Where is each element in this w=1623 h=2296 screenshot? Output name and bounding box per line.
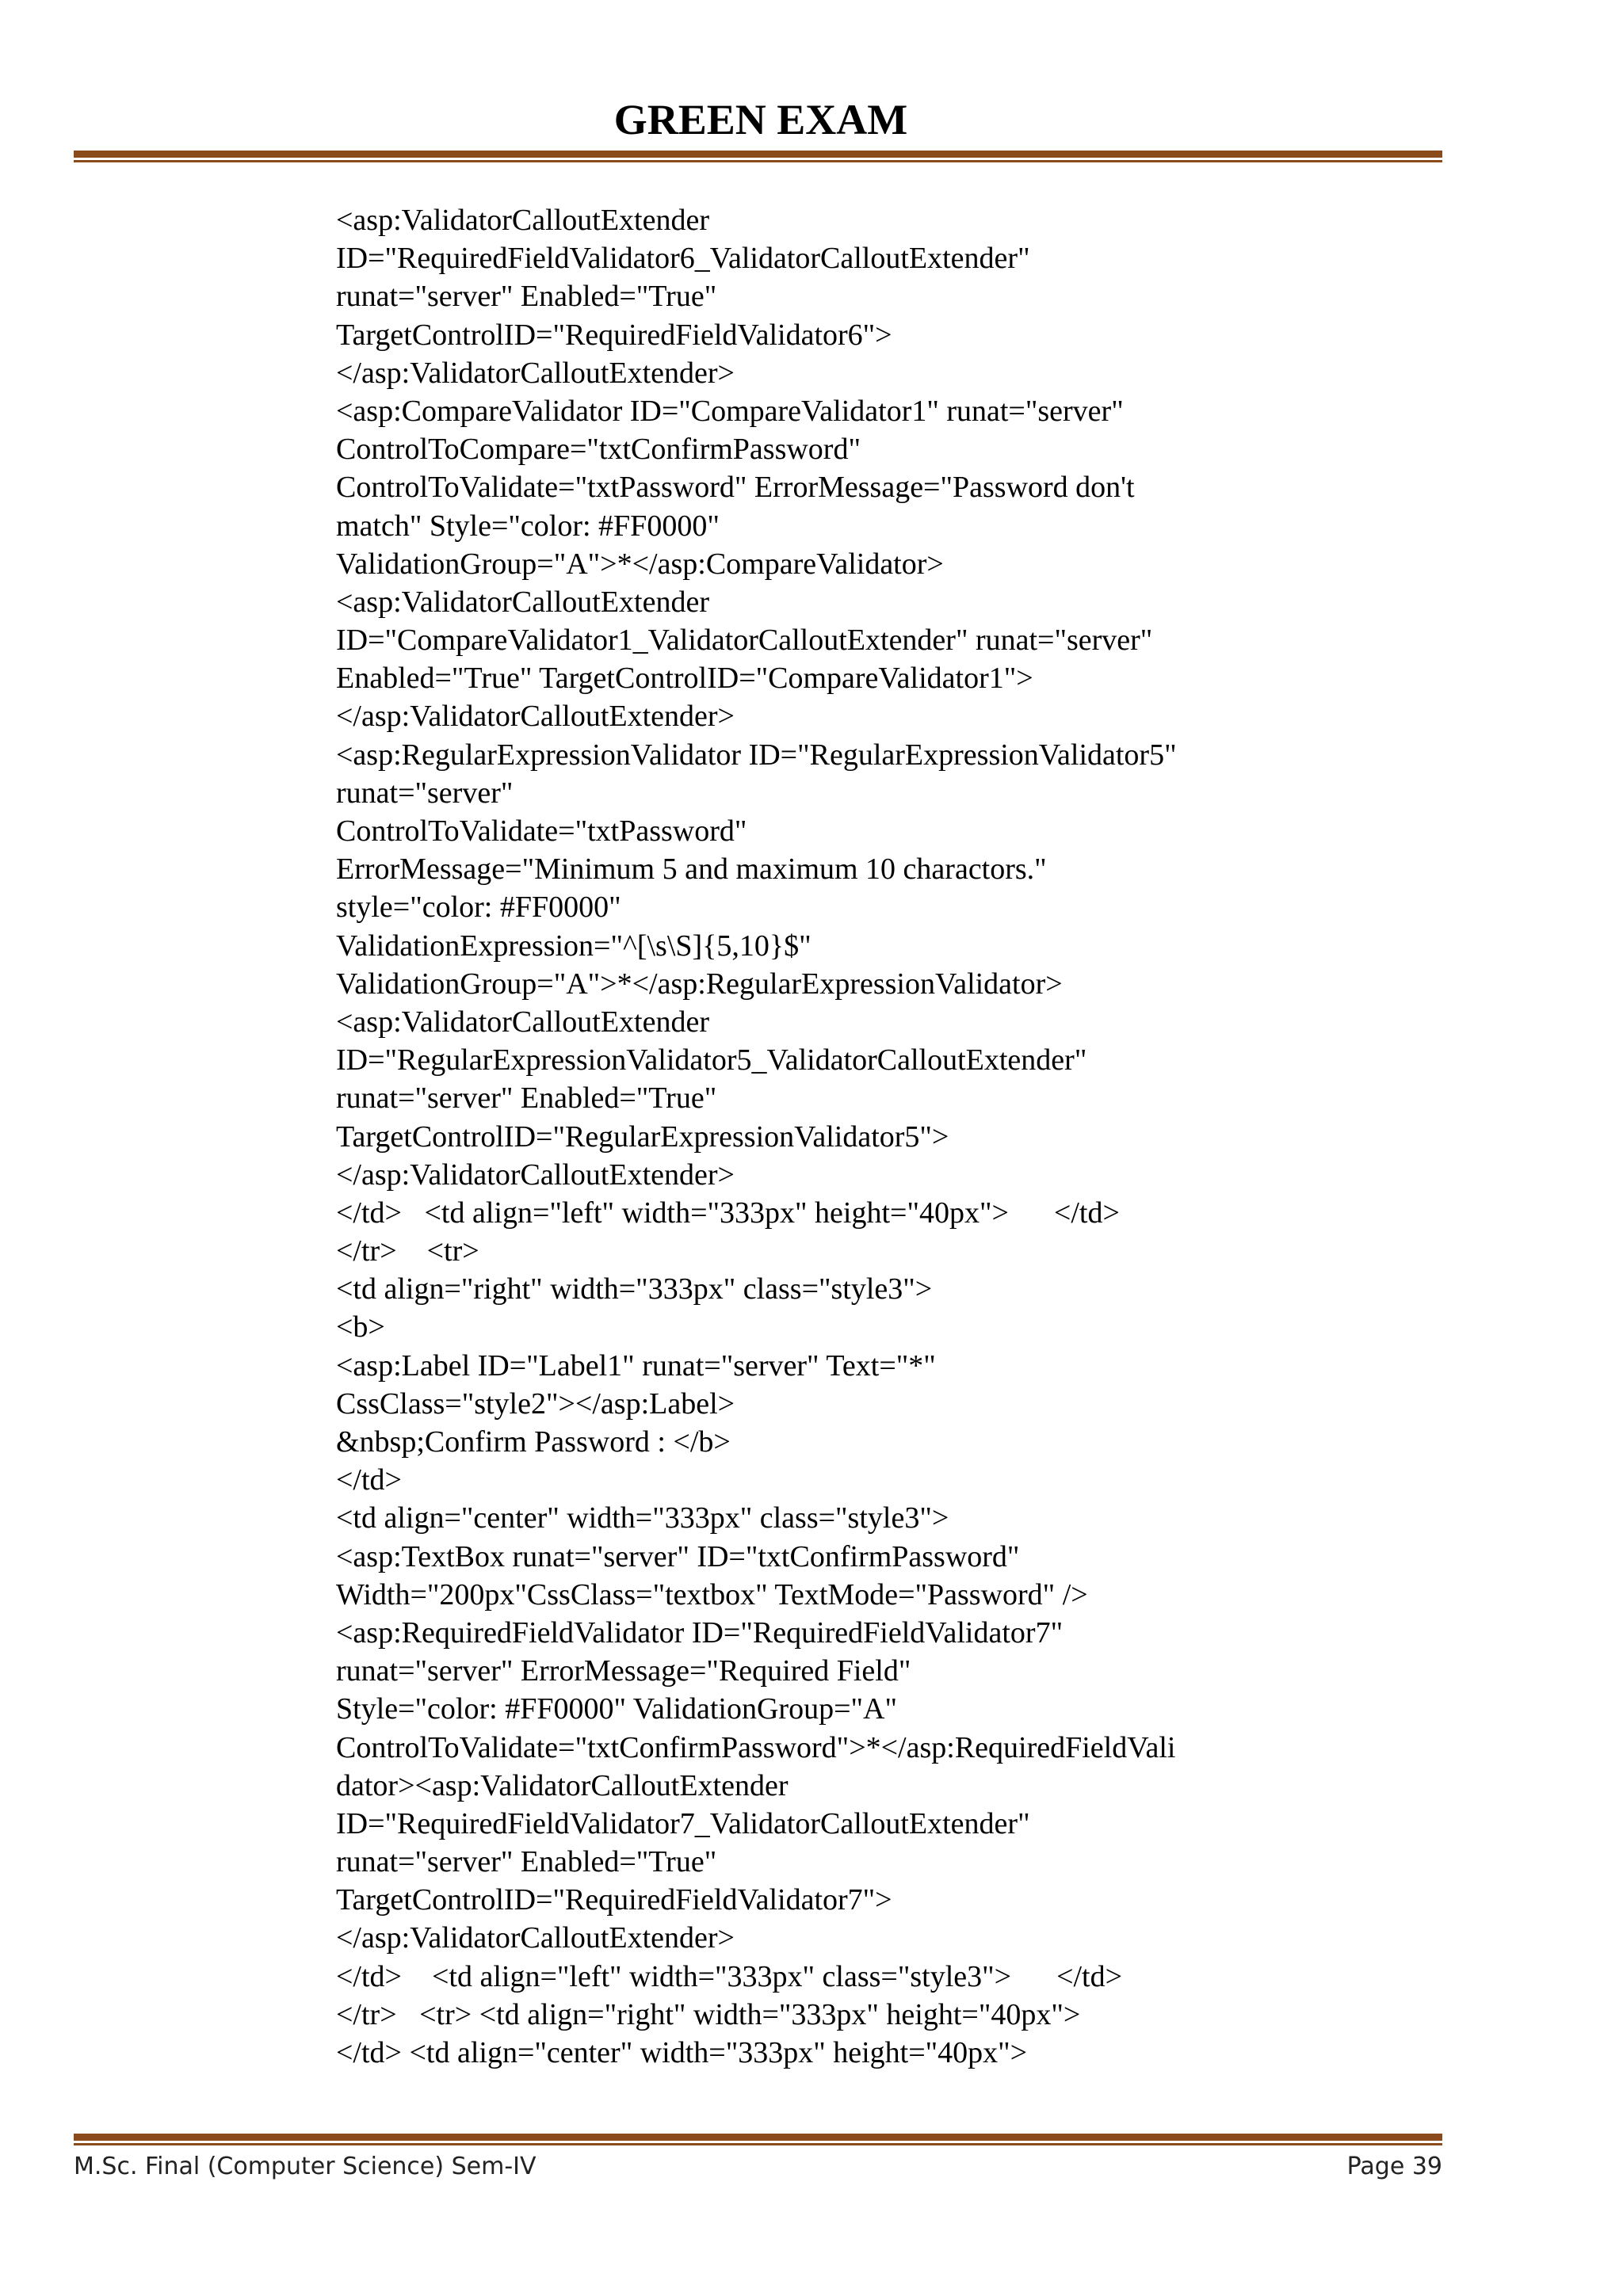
footer-page-number: Page 39 [1346,2153,1442,2180]
code-line: ValidationExpression="^[\s\S]{5,10}$" [336,929,812,963]
code-line: </td> <td align="left" width="333px" class="style3"> </td> [336,1959,1123,1993]
code-line: TargetControlID="RegularExpressionValidator5"> [336,1119,949,1154]
footer-divider [74,2134,1442,2145]
code-line: </tr> <tr> [336,1234,479,1268]
code-line: runat="server" Enabled="True" [336,1845,717,1879]
code-line: ID="RegularExpressionValidator5_ValidatorCalloutExtender" [336,1043,1087,1077]
code-line: runat="server" [336,776,514,810]
code-line: CssClass="style2"></asp:Label> [336,1386,735,1421]
code-line: <b> [336,1310,385,1344]
code-line: ValidationGroup="A">*</asp:CompareValidator> [336,547,944,581]
code-line: ErrorMessage="Minimum 5 and maximum 10 charactors." [336,852,1047,887]
code-line: Style="color: #FF0000" ValidationGroup="A" [336,1692,897,1726]
code-line: </td> <td align="left" width="333px" height="40px"> </td> [336,1196,1120,1230]
code-line: <td align="center" width="333px" class="style3"> [336,1501,949,1535]
code-line: <asp:ValidatorCalloutExtender [336,585,709,619]
code-line: </td> [336,1463,402,1497]
code-line: ID="CompareValidator1_ValidatorCalloutExtender" runat="server" [336,624,1153,658]
code-line: </asp:ValidatorCalloutExtender> [336,356,735,390]
code-line: <td align="right" width="333px" class="style3"> [336,1272,933,1306]
code-line: <asp:RegularExpressionValidator ID="RegularExpressionValidator5" [336,738,1177,772]
code-line: match" Style="color: #FF0000" [336,509,720,543]
code-line: runat="server" Enabled="True" [336,1081,717,1116]
code-line: ControlToCompare="txtConfirmPassword" [336,433,861,467]
code-line: ControlToValidate="txtPassword" [336,814,747,848]
code-line: Enabled="True" TargetControlID="CompareValidator1"> [336,662,1033,696]
code-line: <asp:TextBox runat="server" ID="txtConfirmPassword" [336,1539,1020,1573]
code-line: <asp:ValidatorCalloutExtender [336,1005,709,1039]
code-line: runat="server" ErrorMessage="Required Field" [336,1654,911,1688]
code-line: <asp:ValidatorCalloutExtender [336,204,709,237]
code-line: <asp:RequiredFieldValidator ID="RequiredFieldValidator7" [336,1615,1064,1650]
code-line: runat="server" Enabled="True" [336,280,717,314]
page-title: GREEN EXAM [613,96,908,143]
code-line: Width="200px"CssClass="textbox" TextMode="Password" /> [336,1577,1088,1611]
code-line: TargetControlID="RequiredFieldValidator6"> [336,318,892,352]
code-line: TargetControlID="RequiredFieldValidator7"> [336,1883,892,1917]
code-line: ID="RequiredFieldValidator6_ValidatorCalloutExtender" [336,242,1030,276]
footer-course: M.Sc. Final (Computer Science) Sem-IV [74,2153,537,2180]
code-listing [336,201,1430,2072]
code-line: ControlToValidate="txtPassword" ErrorMessage="Password don't [336,471,1135,505]
code-line: dator><asp:ValidatorCalloutExtender [336,1768,789,1802]
code-line: style="color: #FF0000" [336,891,621,925]
code-line: ControlToValidate="txtConfirmPassword">*</asp:RequiredFieldVali [336,1730,1176,1764]
code-line: &nbsp;Confirm Password : </b> [336,1425,731,1459]
code-line: </asp:ValidatorCalloutExtender> [336,1158,735,1192]
code-line: <asp:CompareValidator ID="CompareValidator1" runat="server" [336,394,1124,428]
header-divider [74,151,1442,162]
code-line: </asp:ValidatorCalloutExtender> [336,1921,735,1955]
code-line: </asp:ValidatorCalloutExtender> [336,700,735,734]
code-line: ID="RequiredFieldValidator7_ValidatorCalloutExtender" [336,1806,1030,1840]
code-line: ValidationGroup="A">*</asp:RegularExpressionValidator> [336,967,1063,1001]
code-line: </td> <td align="center" width="333px" height="40px"> [336,2036,1028,2069]
code-line: <asp:Label ID="Label1" runat="server" Text="*" [336,1348,936,1383]
code-line: </tr> <tr> <td align="right" width="333px" height="40px"> [336,1997,1081,2031]
